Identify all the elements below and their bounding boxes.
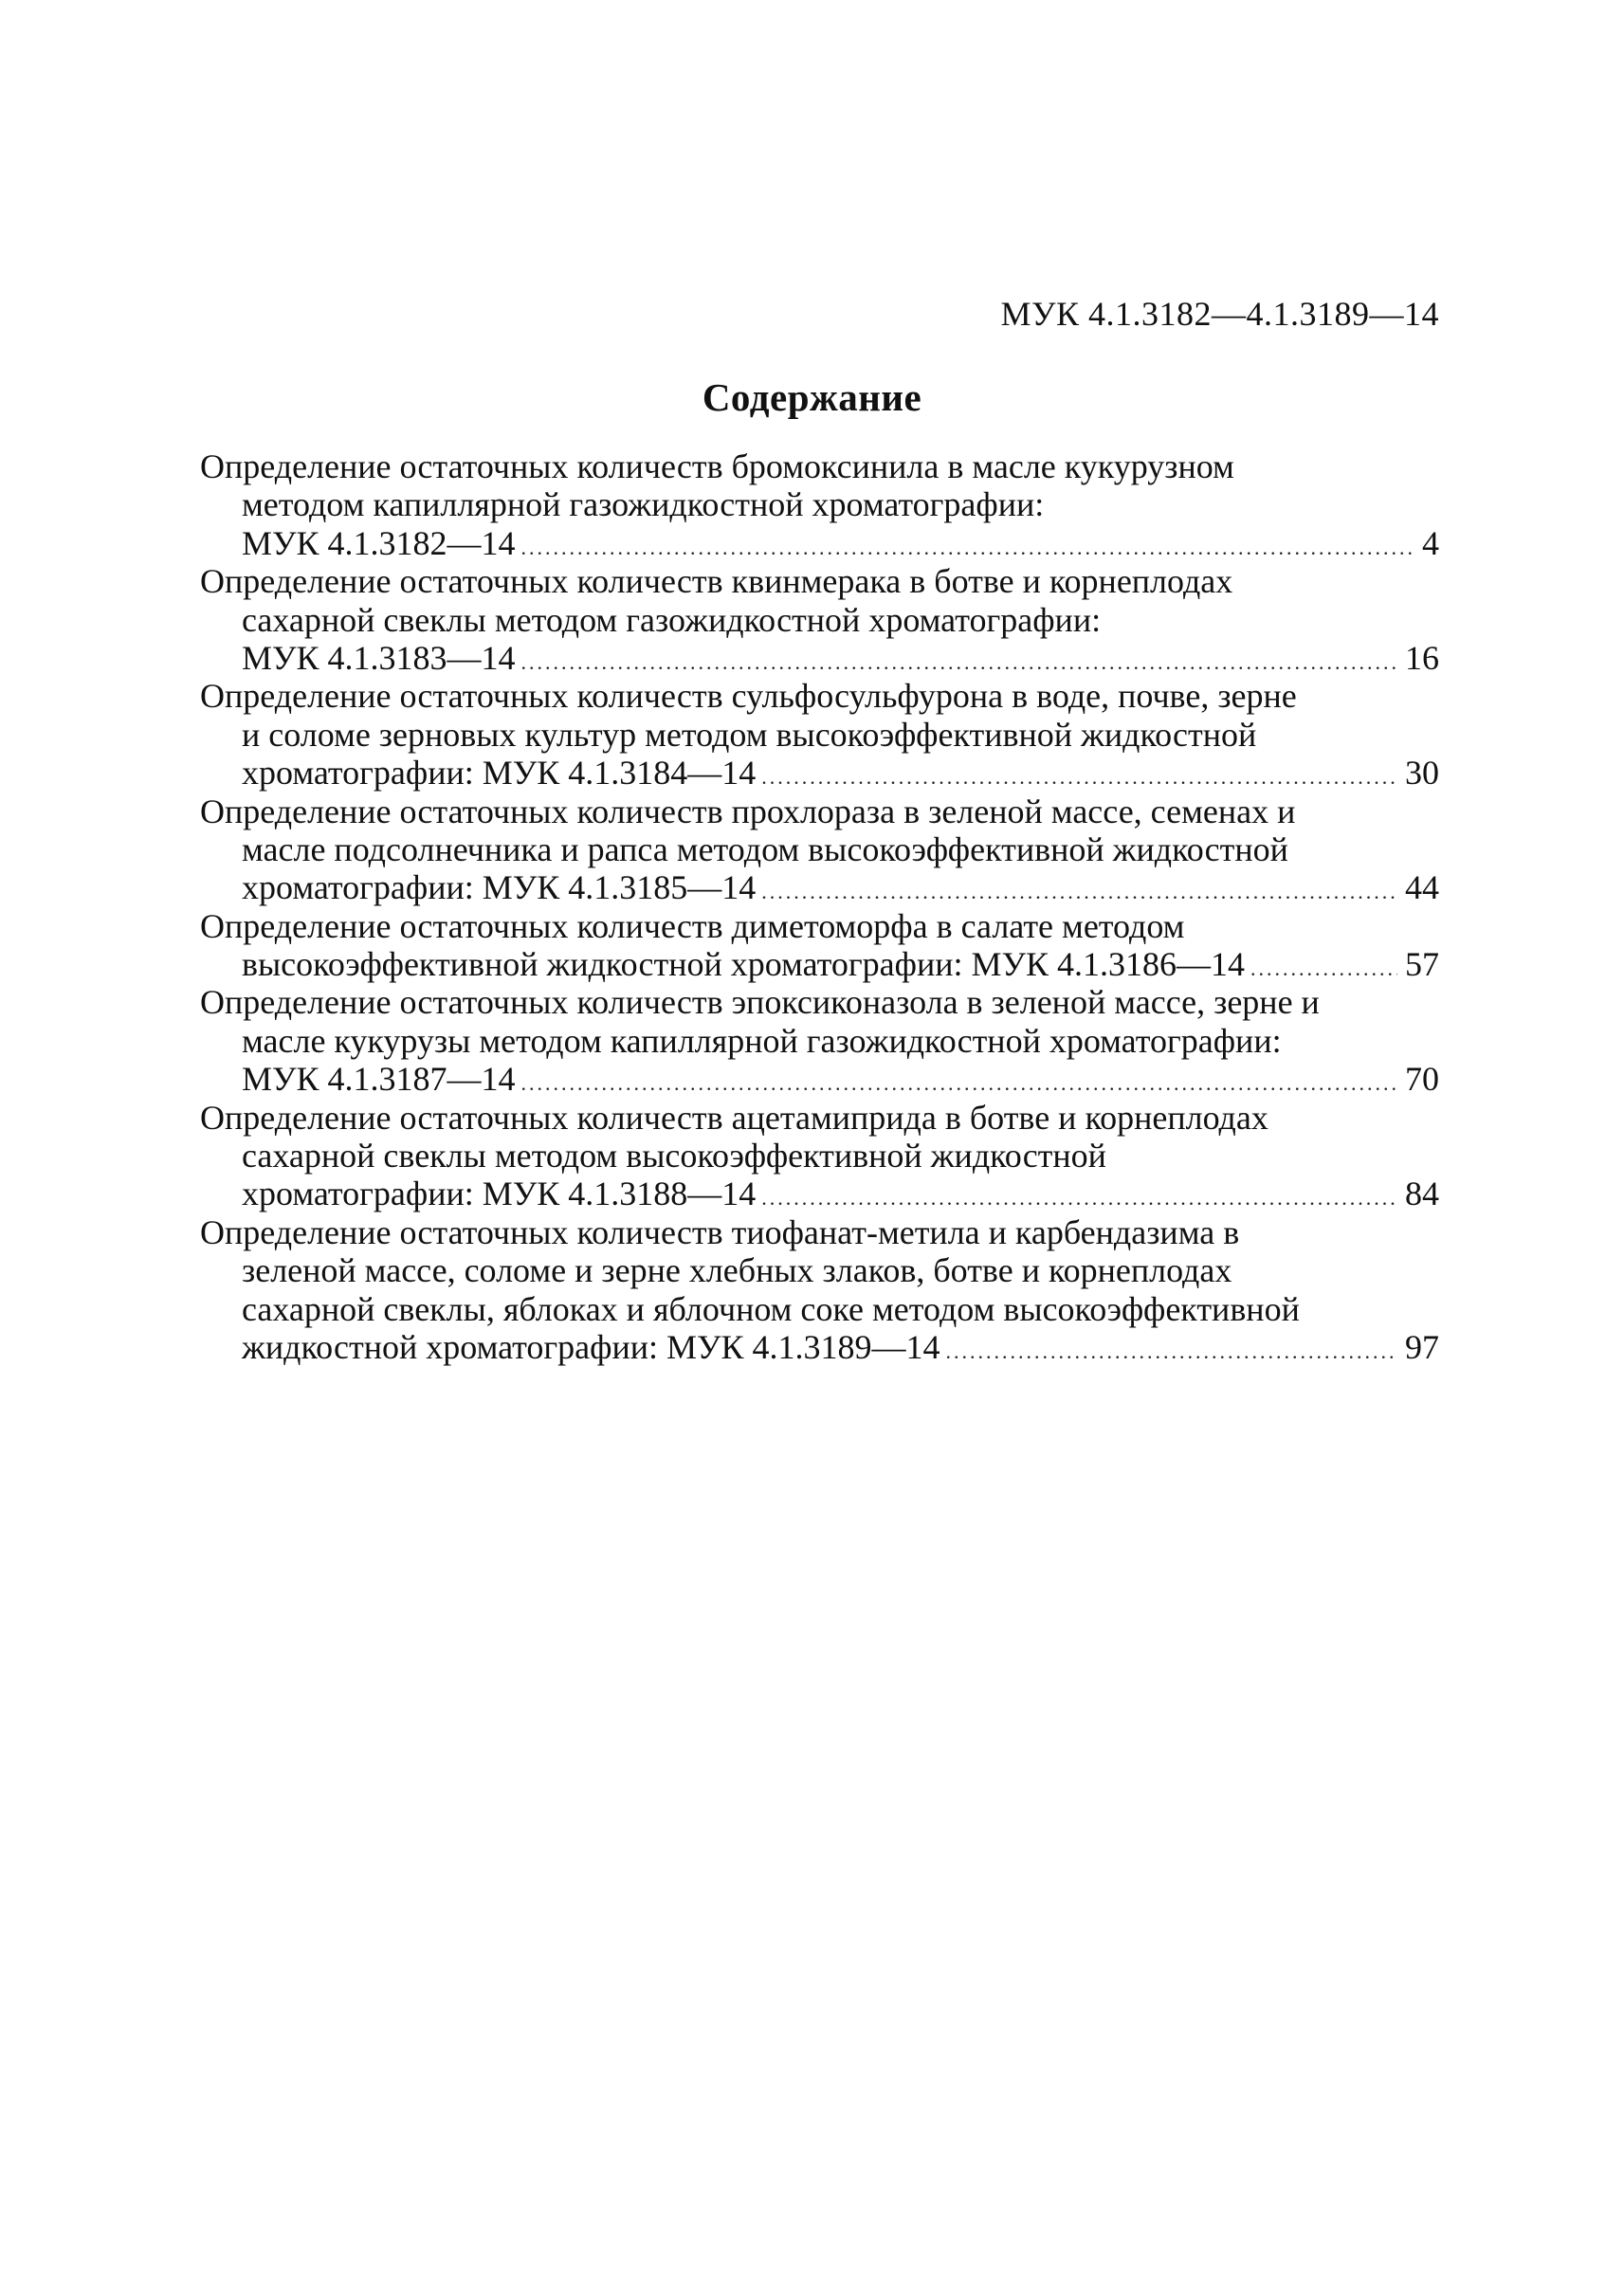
toc-page-number[interactable]: 70	[1405, 1060, 1439, 1099]
document-code-header: МУК 4.1.3182—4.1.3189—14	[1000, 295, 1439, 333]
toc-entry-continuation-line: сахарной свеклы, яблоках и яблочном соке методом высокоэффективной	[242, 1289, 1300, 1328]
toc-entry-text: хроматографии: МУК 4.1.3184—14	[242, 754, 757, 793]
dot-leader	[946, 1333, 1397, 1371]
toc-page-number[interactable]: 97	[1405, 1327, 1439, 1366]
toc-entry-title-line: Определение остаточных количеств диметоморфа в салате методом	[200, 906, 1185, 945]
toc-entry-text: хроматографии: МУК 4.1.3185—14	[242, 868, 757, 907]
toc-page-number[interactable]: 57	[1405, 945, 1439, 984]
toc-entry[interactable]	[200, 1213, 1439, 1367]
dot-leader	[521, 1065, 1397, 1102]
toc-entry-continuation-line	[200, 524, 1439, 562]
toc-page-number[interactable]: 30	[1405, 754, 1439, 793]
toc-entry[interactable]	[200, 677, 1439, 792]
toc-entry-continuation-line	[200, 1060, 1439, 1098]
toc-entry-text: МУК 4.1.3187—14	[242, 1060, 516, 1099]
toc-page-number[interactable]: 16	[1405, 638, 1439, 677]
toc-entry-continuation-line: и соломе зерновых культур методом высокоэффективной жидкостной	[242, 715, 1257, 754]
toc-entry-text: МУК 4.1.3183—14	[242, 638, 516, 677]
toc-page-number[interactable]: 4	[1422, 523, 1439, 562]
toc-entry-title-line: Определение остаточных количеств ацетамиприда в ботве и корнеплодах	[200, 1098, 1268, 1137]
dot-leader	[521, 644, 1397, 682]
toc-entry-text: хроматографии: МУК 4.1.3188—14	[242, 1175, 757, 1213]
dot-leader	[521, 529, 1414, 567]
toc-entry[interactable]	[200, 447, 1439, 562]
toc-entry-continuation-line: масле подсолнечника и рапса методом высокоэффективной жидкостной	[242, 829, 1288, 868]
toc-entry[interactable]	[200, 983, 1439, 1098]
toc-entry-title-line: Определение остаточных количеств сульфосульфурона в воде, почве, зерне	[200, 677, 1297, 716]
toc-entry-continuation-line	[200, 639, 1439, 677]
toc-entry-continuation-line: сахарной свеклы методом высокоэффективной жидкостной	[242, 1137, 1106, 1175]
toc-entry-text: жидкостной хроматографии: МУК 4.1.3189—14	[242, 1327, 940, 1366]
toc-entry-continuation-line	[200, 1175, 1439, 1212]
toc-entry-continuation-line: сахарной свеклы методом газожидкостной хроматографии:	[242, 600, 1102, 639]
toc-entry-title-line: Определение остаточных количеств квинмерака в ботве и корнеплодах	[200, 562, 1233, 601]
toc-entry-continuation-line	[200, 754, 1439, 792]
toc-entry-continuation-line	[200, 1328, 1439, 1366]
dot-leader	[761, 758, 1397, 796]
toc-page-number[interactable]: 44	[1405, 868, 1439, 907]
toc-entry-continuation-line: масле кукурузы методом капиллярной газожидкостной хроматографии:	[242, 1021, 1282, 1060]
toc-entry[interactable]	[200, 1099, 1439, 1213]
toc-entry[interactable]	[200, 907, 1439, 984]
toc-entry-title-line: Определение остаточных количеств бромоксинила в масле кукурузном	[200, 447, 1234, 485]
toc-entry-title-line: Определение остаточных количеств эпоксиконазола в зеленой массе, зерне и	[200, 983, 1320, 1022]
toc-page-number[interactable]: 84	[1405, 1175, 1439, 1213]
toc-entry[interactable]	[200, 562, 1439, 677]
dot-leader	[1250, 950, 1397, 988]
table-of-contents	[200, 447, 1439, 1366]
toc-entry-title-line: Определение остаточных количеств прохлораза в зеленой массе, семенах и	[200, 792, 1296, 830]
dot-leader	[761, 873, 1397, 911]
toc-entry[interactable]	[200, 793, 1439, 907]
toc-title: Содержание	[702, 375, 922, 419]
toc-entry-text: МУК 4.1.3182—14	[242, 523, 516, 562]
toc-entry-continuation-line: методом капиллярной газожидкостной хроматографии:	[242, 485, 1045, 524]
dot-leader	[761, 1179, 1397, 1217]
toc-entry-continuation-line	[200, 945, 1439, 983]
toc-entry-continuation-line	[200, 868, 1439, 906]
toc-entry-continuation-line: зеленой массе, соломе и зерне хлебных злаков, ботве и корнеплодах	[242, 1251, 1232, 1290]
toc-entry-text: высокоэффективной жидкостной хроматографии: МУК 4.1.3186—14	[242, 945, 1245, 984]
toc-entry-title-line: Определение остаточных количеств тиофанат-метила и карбендазима в	[200, 1212, 1240, 1251]
